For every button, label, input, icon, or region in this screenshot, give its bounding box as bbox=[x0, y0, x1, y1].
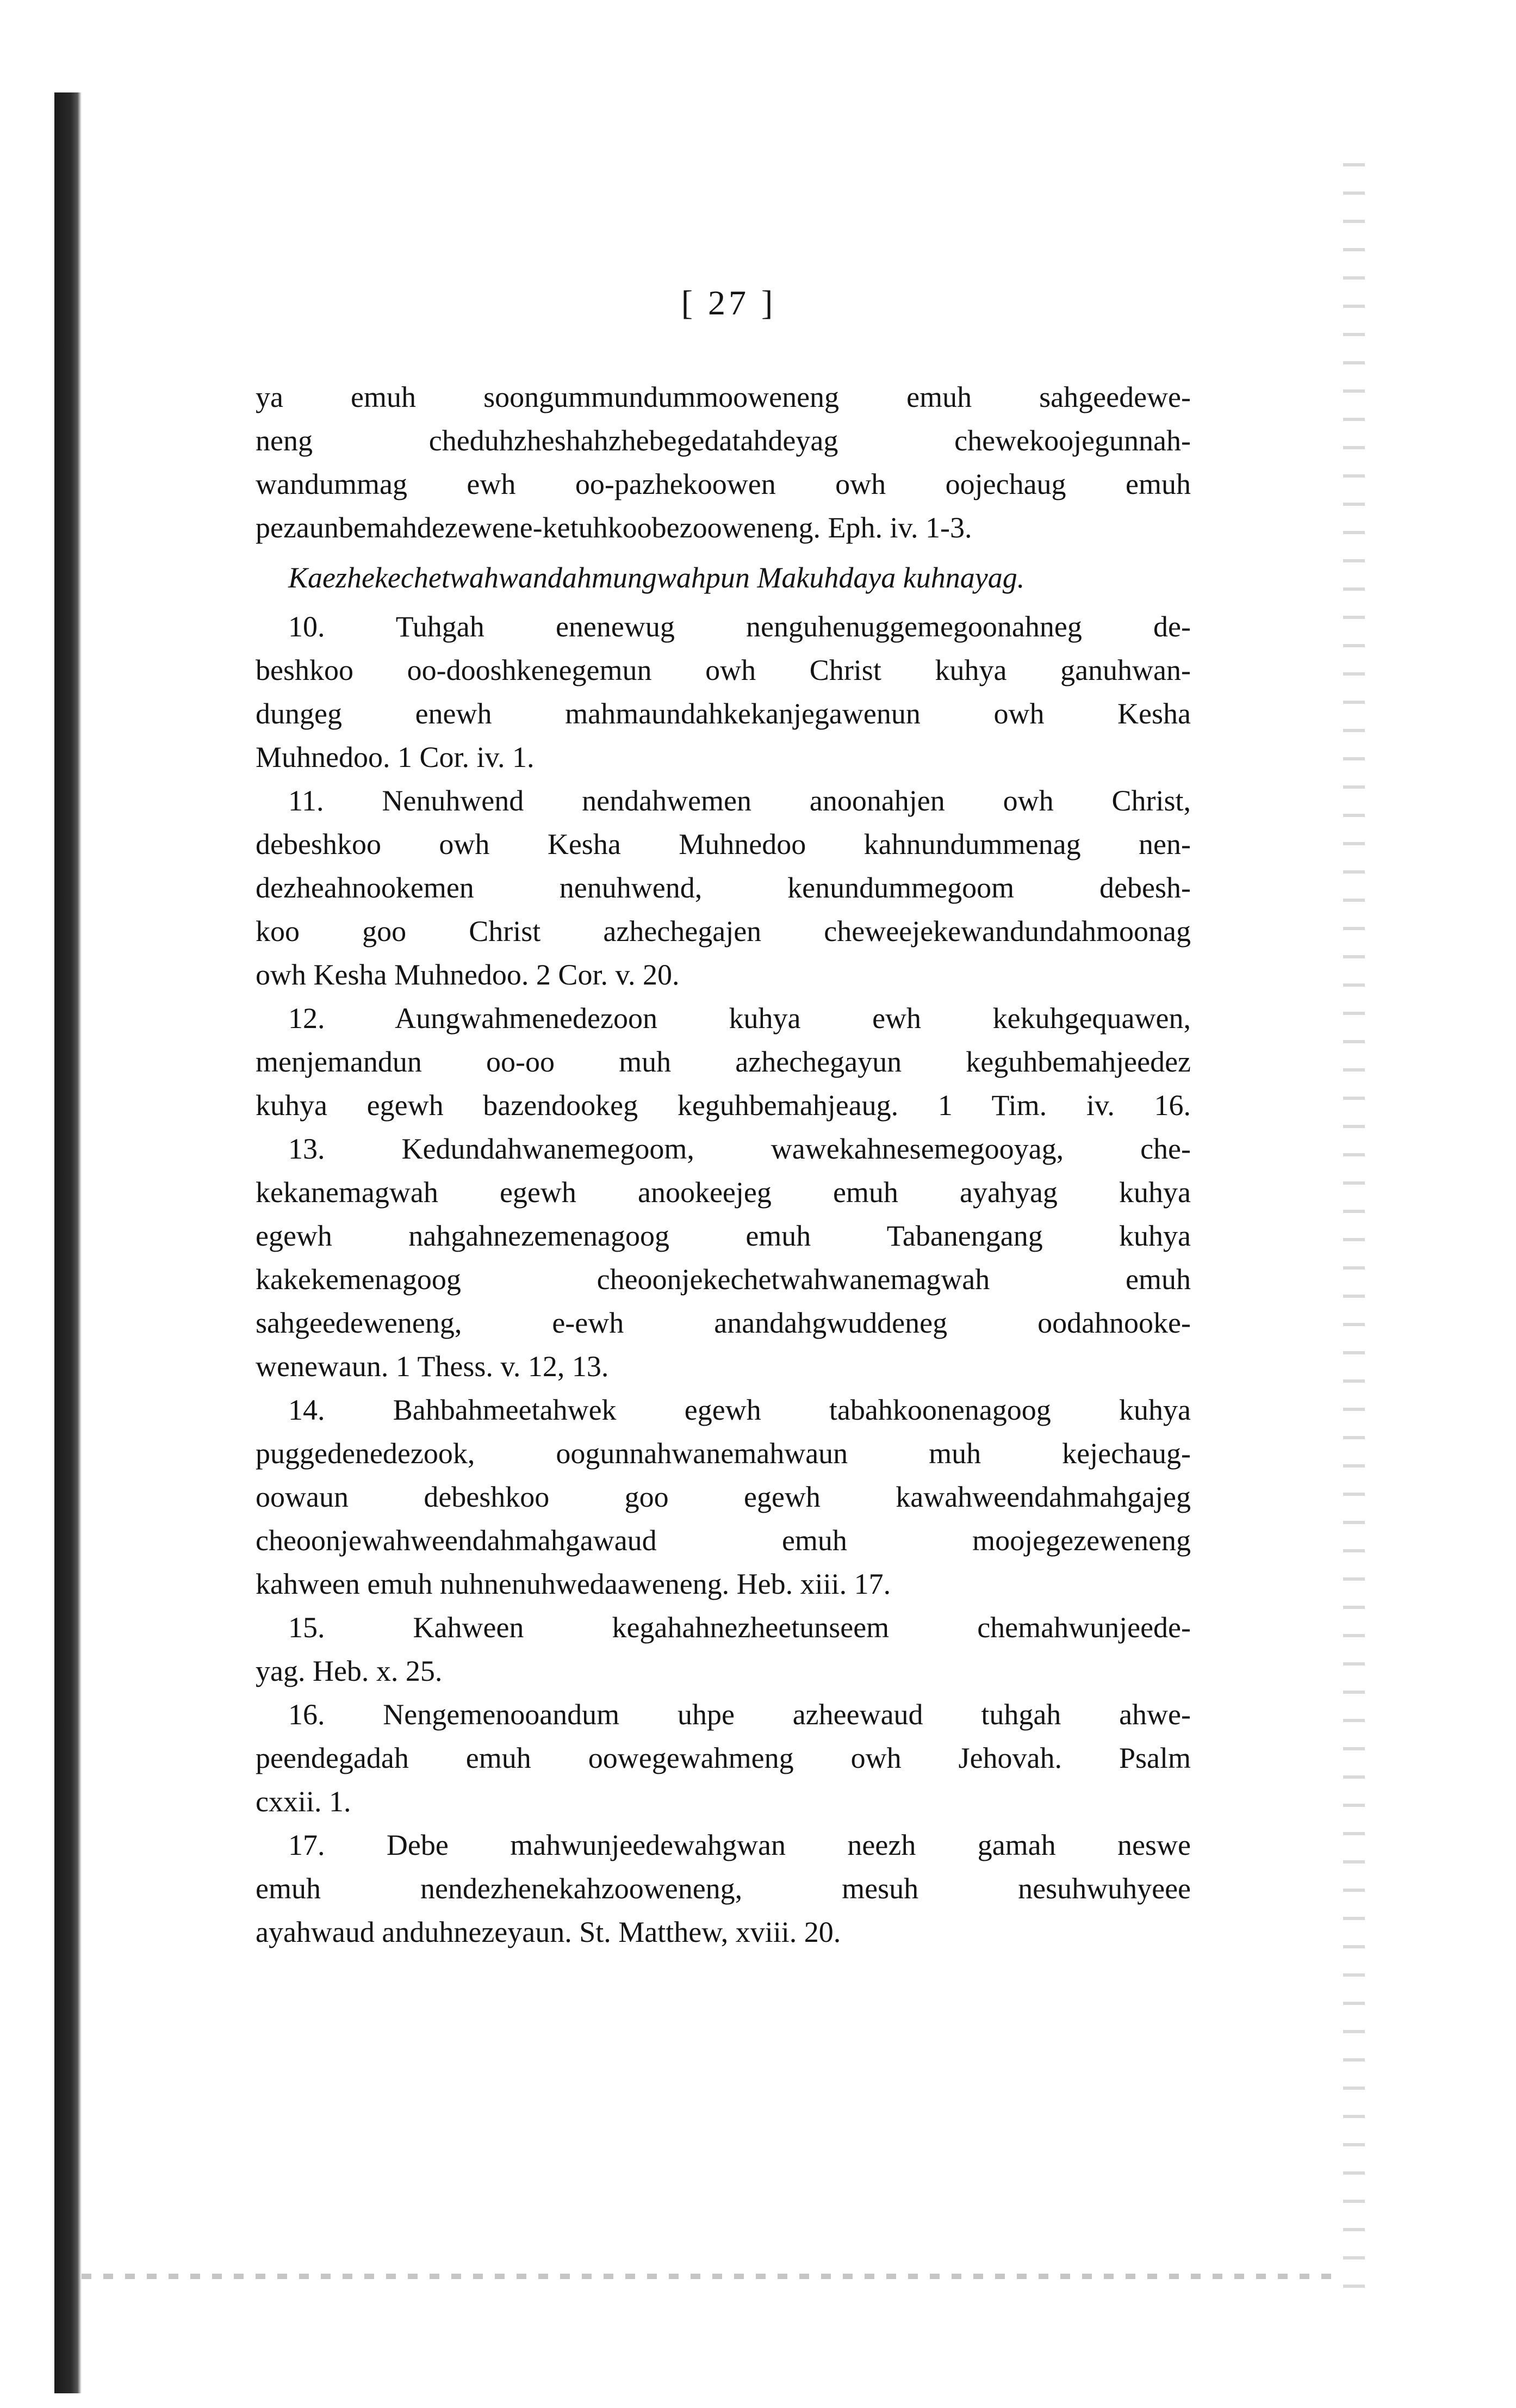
right-page-edge-specks bbox=[1343, 163, 1365, 2312]
verse-start-line: 12. Aungwahmenedezoon kuhya ewh kekuhgequawen, bbox=[288, 1002, 1191, 1035]
text-line: cxxii. 1. bbox=[256, 1785, 351, 1818]
verse-start-line: 14. Bahbahmeetahwek egewh tabahkoonenagoog kuhya bbox=[288, 1394, 1191, 1426]
text-line: pezaunbemahdezewene-ketuhkoobezooweneng. Eph. iv. 1-3. bbox=[256, 511, 972, 544]
text-line: ya emuh soongummundummooweneng emuh sahgeedewe- bbox=[256, 381, 1191, 413]
text-line: dungeg enewh mahmaundahkekanjegawenun owh Kesha bbox=[256, 697, 1191, 730]
text-line: beshkoo oo-dooshkenegemun owh Christ kuhya ganuhwan- bbox=[256, 654, 1191, 686]
bottom-page-edge-specks bbox=[82, 2274, 1332, 2279]
text-line: oowaun debeshkoo goo egewh kawahweendahmahgajeg bbox=[256, 1481, 1191, 1513]
section-heading: Kaezhekechetwahwandahmungwahpun Makuhdaya kuhnayag. bbox=[288, 561, 1025, 594]
verse-start-line: 10. Tuhgah enenewug nenguhenuggemegoonahneg de- bbox=[288, 610, 1191, 643]
verse-start-line: 17. Debe mahwunjeedewahgwan neezh gamah neswe bbox=[288, 1829, 1191, 1861]
book-spine-shadow bbox=[54, 92, 82, 2393]
text-line: emuh nendezhenekahzooweneng, mesuh nesuhwuhyeee bbox=[256, 1872, 1191, 1905]
text-line: sahgeedeweneng, e-ewh anandahgwuddeneg oodahnooke- bbox=[256, 1307, 1191, 1339]
verse-start-line: 11. Nenuhwend nendahwemen anoonahjen owh Christ, bbox=[288, 784, 1191, 817]
text-line: debeshkoo owh Kesha Muhnedoo kahnundummenag nen- bbox=[256, 828, 1191, 861]
text-line: peendegadah emuh oowegewahmeng owh Jehovah. Psalm bbox=[256, 1742, 1191, 1774]
text-line: kekanemagwah egewh anookeejeg emuh ayahyag kuhya bbox=[256, 1176, 1191, 1209]
text-line: neng cheduhzheshahzhebegedatahdeyag chewekoojegunnah- bbox=[256, 424, 1191, 457]
text-line: Muhnedoo. 1 Cor. iv. 1. bbox=[256, 741, 535, 773]
text-line: owh Kesha Muhnedoo. 2 Cor. v. 20. bbox=[256, 958, 680, 991]
text-line: kakekemenagoog cheoonjekechetwahwanemagwah emuh bbox=[256, 1263, 1191, 1296]
text-line: kuhya egewh bazendookeg keguhbemahjeaug. 1 Tim. iv. 16. bbox=[256, 1089, 1191, 1122]
text-line: wenewaun. 1 Thess. v. 12, 13. bbox=[256, 1350, 609, 1383]
text-line: yag. Heb. x. 25. bbox=[256, 1655, 443, 1687]
text-line: menjemandun oo-oo muh azhechegayun keguhbemahjeedez bbox=[256, 1045, 1191, 1078]
text-line: puggedenedezook, oogunnahwanemahwaun muh kejechaug- bbox=[256, 1437, 1191, 1470]
text-line: ayahwaud anduhnezeyaun. St. Matthew, xviii. 20. bbox=[256, 1916, 841, 1948]
verse-start-line: 15. Kahween kegahahnezheetunseem chemahwunjeede- bbox=[288, 1611, 1191, 1644]
text-line: cheoonjewahweendahmahgawaud emuh moojegezeweneng bbox=[256, 1524, 1191, 1557]
page-body-text bbox=[256, 375, 1191, 1954]
page-number: [ 27 ] bbox=[681, 283, 776, 322]
text-line: koo goo Christ azhechegajen cheweejekewandundahmoonag bbox=[256, 915, 1191, 948]
text-line: wandummag ewh oo-pazhekoowen owh oojechaug emuh bbox=[256, 468, 1191, 500]
verse-start-line: 16. Nengemenooandum uhpe azheewaud tuhgah ahwe- bbox=[288, 1698, 1191, 1731]
text-line: dezheahnookemen nenuhwend, kenundummegoom debesh- bbox=[256, 871, 1191, 904]
text-line: egewh nahgahnezemenagoog emuh Tabanengang kuhya bbox=[256, 1220, 1191, 1252]
text-line: kahween emuh nuhnenuhwedaaweneng. Heb. xiii. 17. bbox=[256, 1568, 891, 1600]
verse-start-line: 13. Kedundahwanemegoom, wawekahnesemegooyag, che- bbox=[288, 1132, 1191, 1165]
